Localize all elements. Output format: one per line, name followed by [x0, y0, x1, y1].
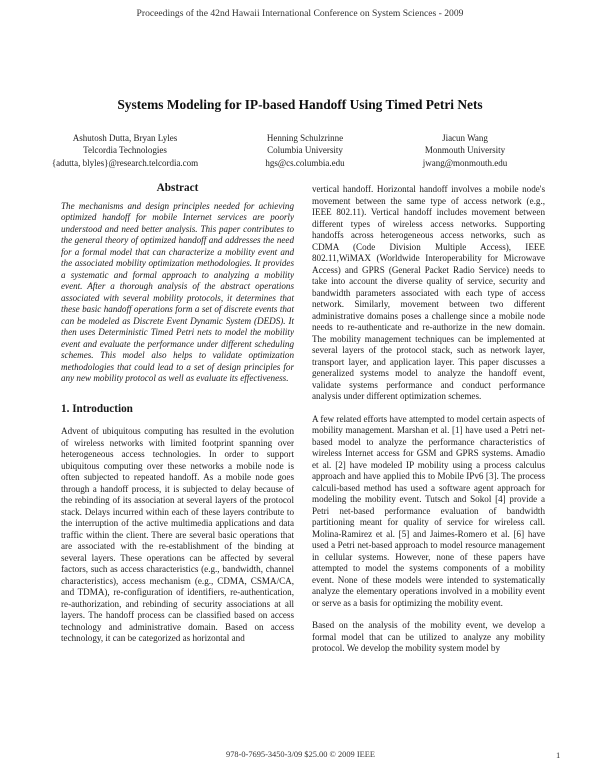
- author-names: Henning Schulzrinne: [266, 133, 344, 143]
- abstract-text: The mechanisms and design principles needed for achieving optimized handoff for mobile Internet services are poorly understood and need better analysis. This paper contributes to the general theory of optimized handoff and addresses the need for a formal model that can characterize a mobility event and the associated mobility optimization methodologies. It provides a systematic and formal approach to analyzing a mobility event. After a thorough analysis of the abstract operations associated with several mobility protocols, it determines that these basic handoff operations form a set of discrete events that can be modeled as Discrete Event Dynamic System (DEDS). It then uses Deterministic Timed Petri nets to model the mobility event and evaluate the performance under different scheduling schemes. This model also helps to validate optimization methodologies that could lead to a set of design principles for any new mobility protocol as well as evaluate its effectiveness.: [61, 200, 294, 383]
- intro-paragraph-3: A few related efforts have attempted to model certain aspects of mobility management. Marshan et al. [1] have used a Petri net-based model to analyze the performance characteristics of wireless Internet access for GSM and GPRS systems. Amadio et al. [2] have modeled IP mobility using a process calculus approach and have applied this to Mobile IPv6 [3]. The process calculi-based method has used a software agent approach for modeling the mobility event. Tutsch and Sokol [4] provide a Petri net-based performance evaluation of bandwidth partitioning meant for quality of service for wireless call. Molina-Ramirez et al. [5] and Jaimes-Romero et al. [6] have used a Petri net-based approach to model resource management in cellular systems. However, none of these papers have attempted to model the systems components of a mobility event. None of these models were intended to systematically analyze the elementary operations involved in a mobility event or serve as a basis for optimizing the mobility event.: [312, 413, 545, 608]
- paragraph-gap: [312, 403, 545, 414]
- paragraph-gap: [312, 609, 545, 620]
- author-affiliation: Columbia University: [267, 145, 343, 156]
- author-email: {adutta, blyles}@research.telcordia.com: [51, 157, 199, 168]
- running-header: Proceedings of the 42nd Hawaii International Conference on System Sciences - 2009: [136, 8, 464, 19]
- abstract-heading: Abstract: [156, 182, 199, 194]
- intro-paragraph-4: Based on the analysis of the mobility event, we develop a formal model that can be utilized to analyze any mobility protocol. We develop the mobility system model by: [312, 620, 545, 653]
- author-names: Ashutosh Dutta, Bryan Lyles: [72, 133, 178, 143]
- left-column: [61, 183, 294, 645]
- author-affiliation: Telcordia Technologies: [83, 145, 167, 156]
- author-group-monmouth: [390, 132, 540, 169]
- page-number: 1: [556, 750, 561, 760]
- paper-title: Systems Modeling for IP-based Handoff Using Timed Petri Nets: [117, 97, 483, 112]
- right-column: [312, 184, 545, 655]
- author-names: Jiacun Wang: [442, 133, 488, 143]
- author-group-telcordia: [30, 132, 220, 169]
- author-email: hgs@cs.columbia.edu: [265, 157, 345, 168]
- author-block: [51, 132, 540, 169]
- author-affiliation: Monmouth University: [424, 145, 506, 156]
- intro-paragraph-2: vertical handoff. Horizontal handoff involves a mobile node's movement between the same type of access network (e.g., IEEE 802.11). Vertical handoff includes movement between different types of wireless access networks. Supporting handoffs across heterogeneous access networks, such as CDMA (Code Division Multiple Access), IEEE 802.11,WiMAX (Worldwide Interoperability for Microwave Access) and GPRS (General Packet Radio Service) needs to take into account the diverse quality of service, security and bandwidth parameters associated with each type of access network. Similarly, movement between two different administrative domains poses a challenge since a mobile node needs to re-authenticate and re-authorize in the new domain. The mobility management techniques can be implemented at several layers of the protocol stack, such as network layer, transport layer, and application layer. This paper discusses a generalized systems model to analyze the handoff event, validate systems performance and conduct performance analysis under different optimization schemes.: [312, 184, 545, 401]
- copyright-footer: 978-0-7695-3450-3/09 $25.00 © 2009 IEEE: [226, 750, 375, 759]
- author-email: jwang@monmouth.edu: [422, 157, 508, 168]
- author-group-columbia: [230, 132, 380, 169]
- introduction-heading: 1. Introduction: [61, 402, 133, 415]
- intro-paragraph-1: Advent of ubiquitous computing has resulted in the evolution of wireless networks with limited footprint spanning over heterogeneous access technologies. In order to support ubiquitous computing over these networks a mobile node is often subjected to repeated handoff. As a mobile node goes through a handoff process, it is subjected to delay because of the rebinding of its association at several layers of the protocol stack. Delays incurred within each of these layers contribute to the interruption of the active multimedia applications and data traffic within the client. There are several basic operations that are associated with the re-establishment of the binding at several layers. These operations can be affected by several factors, such as access characteristics (e.g., bandwidth, channel characteristics), access mechanism (e.g., CDMA, CSMA/CA, and TDMA), re-configuration of identifiers, re-authentication, re-authorization, and rebinding of security associations at all layers. The handoff process can be classified based on access technology and administrative domain. Based on access technology, it can be categorized as horizontal and: [61, 426, 294, 643]
